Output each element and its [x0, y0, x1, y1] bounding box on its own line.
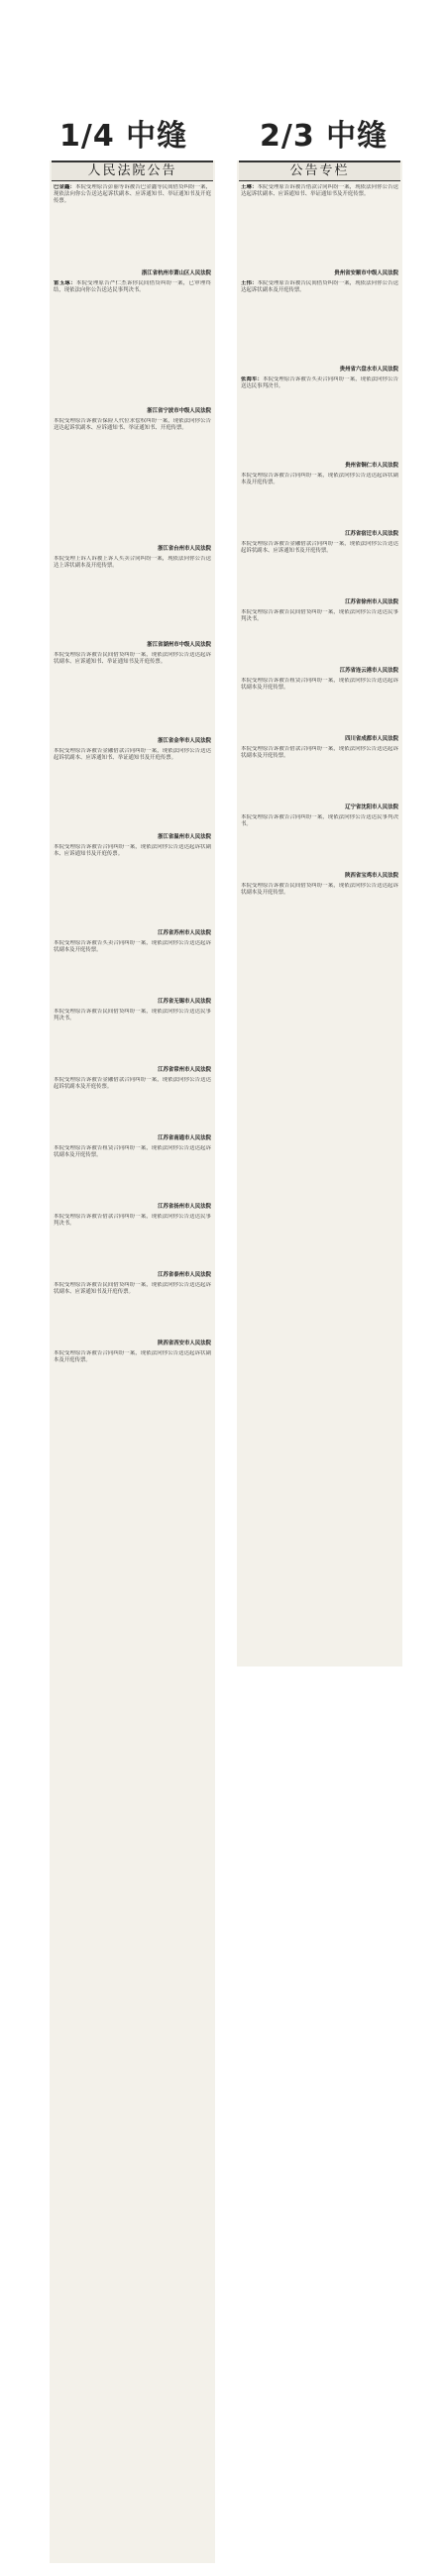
notice-text: 本院受理原告诉被告民间借贷纠纷一案，现依法向你公告送达起诉状副本及开庭传票。 [241, 280, 398, 293]
court-name: 江苏省无锡市人民法院 [158, 999, 211, 1005]
notice-text: 本院受理原告诉被告合同纠纷一案，现依法向你公告送达起诉状副本及开庭传票。 [241, 473, 398, 485]
notice-body [54, 940, 211, 996]
notice-entry [54, 1272, 211, 1279]
notice-entry [241, 184, 398, 268]
notice-entry [54, 184, 211, 268]
notice-entry [54, 844, 211, 927]
notice-text: 本院受理原告诉被告民间借贷纠纷一案，现依法向你公告送达民事判决书。 [241, 609, 398, 622]
notice-entry [54, 1145, 211, 1201]
notice-text: 本院受理原告诉被告金融借款合同纠纷一案，现依法向你公告送达起诉状副本及开庭传票。 [54, 1077, 211, 1090]
notice-entry [54, 738, 211, 745]
notice-body [241, 609, 398, 665]
court-name: 江苏省扬州市人民法院 [158, 1204, 211, 1210]
notice-body [54, 184, 211, 268]
notice-entry [54, 546, 211, 553]
notice-entry [54, 1350, 211, 1406]
notice-text: 本院受理上诉人诉被上诉人买卖合同纠纷一案，现依法向你公告送达上诉状副本及开庭传票。 [54, 556, 211, 569]
notice-entry [54, 1009, 211, 1064]
notice-entry [54, 1135, 211, 1142]
notice-entry [241, 678, 398, 733]
court-name: 浙江省温州市人民法院 [158, 834, 211, 840]
notice-entry [54, 556, 211, 639]
court-name: 辽宁省沈阳市人民法院 [345, 805, 398, 810]
notice-text: 本院受理原告诉被告金融借款合同纠纷一案，现依法向你公告送达起诉状副本、应诉通知书、举证通知书及开庭传票。 [54, 748, 211, 761]
notice-entry [241, 873, 398, 880]
notice-text: 本院受理原告诉被告租赁合同纠纷一案，现依法向你公告送达起诉状副本及开庭传票。 [241, 678, 398, 691]
notice-entry [241, 270, 398, 277]
notice-body [241, 280, 398, 364]
notice-entry [54, 408, 211, 415]
party-name: 王琳： [241, 184, 258, 190]
notice-text: 本院受理原告诉被告保险人代位求偿权纠纷一案，现依法向你公告送达起诉状副本、应诉通知书、举证通知书、开庭传票。 [54, 418, 211, 431]
notice-body [241, 814, 398, 870]
notice-body [54, 280, 211, 405]
gutter-label-left: 1/4 中缝 [59, 119, 188, 154]
notice-text: 本院受理原告诉被告民间借贷纠纷一案，现依法向你公告送达起诉状副本、应诉通知书及开庭传票。 [54, 1282, 211, 1295]
court-name: 浙江省湖州市中级人民法院 [147, 642, 211, 648]
notice-entry [54, 930, 211, 937]
notice-body [241, 184, 398, 268]
notice-entry [241, 883, 398, 938]
notice-entry [54, 270, 211, 277]
court-name: 贵州省安顺市中级人民法院 [334, 270, 398, 276]
notice-body [54, 556, 211, 639]
notice-body [54, 1282, 211, 1338]
notice-text: 本院受理原告诉被告借款合同纠纷一案，现依法向你公告送达起诉状副本、应诉通知书、举证通知书及开庭传票。 [241, 184, 398, 197]
notice-entry [54, 940, 211, 996]
notice-text: 本院受理原告诉被告合同纠纷一案，现依法向你公告送达起诉状副本、应诉通知书及开庭传票。 [54, 844, 211, 857]
notice-entry [54, 418, 211, 543]
notice-body [54, 748, 211, 831]
court-name: 贵州省铜仁市人民法院 [345, 463, 398, 469]
party-name: 雷玉琢： [54, 280, 76, 286]
notice-body [54, 418, 211, 543]
notice-body [241, 678, 398, 733]
court-name: 四川省成都市人民法院 [345, 736, 398, 742]
notice-entry [54, 1282, 211, 1338]
notice-entry [241, 280, 398, 364]
notice-body [241, 541, 398, 596]
gutter-label-right: 2/3 中缝 [260, 119, 389, 154]
notice-entry [54, 1214, 211, 1269]
notice-list-right [237, 181, 402, 938]
court-name: 江苏省南通市人民法院 [158, 1135, 211, 1141]
court-name: 江苏省泰州市人民法院 [158, 1272, 211, 1278]
notice-text: 本院受理原告诉被告借款合同纠纷一案，现依法向你公告送达民事判决书。 [54, 1214, 211, 1227]
court-name: 江苏省常州市人民法院 [158, 1067, 211, 1073]
court-name: 陕西省宝鸡市人民法院 [345, 873, 398, 879]
notice-entry [54, 748, 211, 831]
notice-text: 本院受理原告诉被告租赁合同纠纷一案，现依法向你公告送达起诉状副本及开庭传票。 [54, 1145, 211, 1158]
notice-entry [54, 642, 211, 649]
party-name: 巴金鑫： [54, 184, 75, 190]
notice-body [54, 844, 211, 927]
notice-text: 本院受理原告诉被告合同纠纷一案，现依法向你公告送达民事判决书。 [241, 814, 398, 827]
court-name: 江苏省宿迁市人民法院 [345, 531, 398, 537]
notice-entry [54, 1077, 211, 1132]
court-name: 陕西省西安市人民法院 [158, 1341, 211, 1346]
court-notice-column-right [237, 161, 402, 1666]
notice-entry [241, 367, 398, 374]
court-name: 江苏省苏州市人民法院 [158, 930, 211, 936]
notice-entry [241, 736, 398, 743]
notice-body [241, 746, 398, 802]
column-banner-left: 人民法院公告 [52, 161, 213, 181]
notice-entry [241, 473, 398, 528]
column-banner-right: 公告专栏 [239, 161, 400, 181]
notice-entry [54, 1067, 211, 1074]
notice-body [241, 376, 398, 460]
notice-entry [241, 599, 398, 606]
court-name: 浙江省金华市人民法院 [158, 738, 211, 744]
notice-body [54, 1214, 211, 1269]
court-name: 浙江省宁波市中级人民法院 [147, 408, 211, 414]
notice-entry [54, 1341, 211, 1347]
party-name: 张海军： [241, 376, 263, 382]
party-name: 王伟： [241, 280, 258, 286]
notice-entry [241, 463, 398, 470]
notice-body [54, 1350, 211, 1406]
court-name: 江苏省徐州市人民法院 [345, 599, 398, 605]
notice-body [241, 883, 398, 938]
notice-entry [54, 834, 211, 841]
notice-text: 本院受理原告诉被告借款合同纠纷一案，现依法向你公告送达起诉状副本及开庭传票。 [241, 746, 398, 759]
court-name: 江苏省连云港市人民法院 [339, 668, 398, 674]
notice-entry [241, 668, 398, 675]
notice-entry [241, 609, 398, 665]
notice-entry [241, 541, 398, 596]
court-notice-column-left [50, 161, 215, 2563]
court-name: 浙江省杭州市萧山区人民法院 [141, 270, 211, 276]
notice-entry [241, 814, 398, 870]
notice-text: 本院受理原告诉被告合同纠纷一案，现依法向你公告送达起诉状副本及开庭传票。 [54, 1350, 211, 1363]
notice-body [54, 652, 211, 735]
notice-text: 本院受理原告彭丽等诉被告巴金鑫等民间借贷纠纷一案，现依法向你公告送达起诉状副本、应诉通知书、举证通知书及开庭传票。 [54, 184, 211, 204]
notice-text: 本院受理原告诉被告民间借贷纠纷一案，现依法向你公告送达起诉状副本及开庭传票。 [241, 883, 398, 896]
notice-entry [241, 531, 398, 538]
notice-text: 本院受理原告诉被告买卖合同纠纷一案，现依法向你公告送达民事判决书。 [241, 376, 398, 389]
court-name: 浙江省台州市人民法院 [158, 546, 211, 552]
notice-body [54, 1077, 211, 1132]
notice-text: 本院受理原告诉被告金融借款合同纠纷一案，现依法向你公告送达起诉状副本、应诉通知书及开庭传票。 [241, 541, 398, 554]
court-name: 贵州省六盘水市人民法院 [339, 367, 398, 373]
notice-entry [54, 1204, 211, 1211]
notice-entry [241, 376, 398, 460]
notice-text: 本院受理原告严仁杰诉你民间借贷纠纷一案，已审理终结，现依法向你公告送达民事判决书。 [54, 280, 211, 293]
notice-entry [241, 746, 398, 802]
notice-entry [241, 805, 398, 811]
notice-body [54, 1145, 211, 1201]
notice-text: 本院受理原告诉被告民间借贷纠纷一案，现依法向你公告送达起诉状副本、应诉通知书、举证通知书及开庭传票。 [54, 652, 211, 665]
notice-list-left [50, 181, 215, 1406]
notice-entry [54, 999, 211, 1006]
notice-text: 本院受理原告诉被告买卖合同纠纷一案，现依法向你公告送达起诉状副本及开庭传票。 [54, 940, 211, 953]
notice-entry [54, 652, 211, 735]
notice-text: 本院受理原告诉被告民间借贷纠纷一案，现依法向你公告送达民事判决书。 [54, 1009, 211, 1021]
notice-body [241, 473, 398, 528]
notice-entry [54, 280, 211, 405]
notice-body [54, 1009, 211, 1064]
